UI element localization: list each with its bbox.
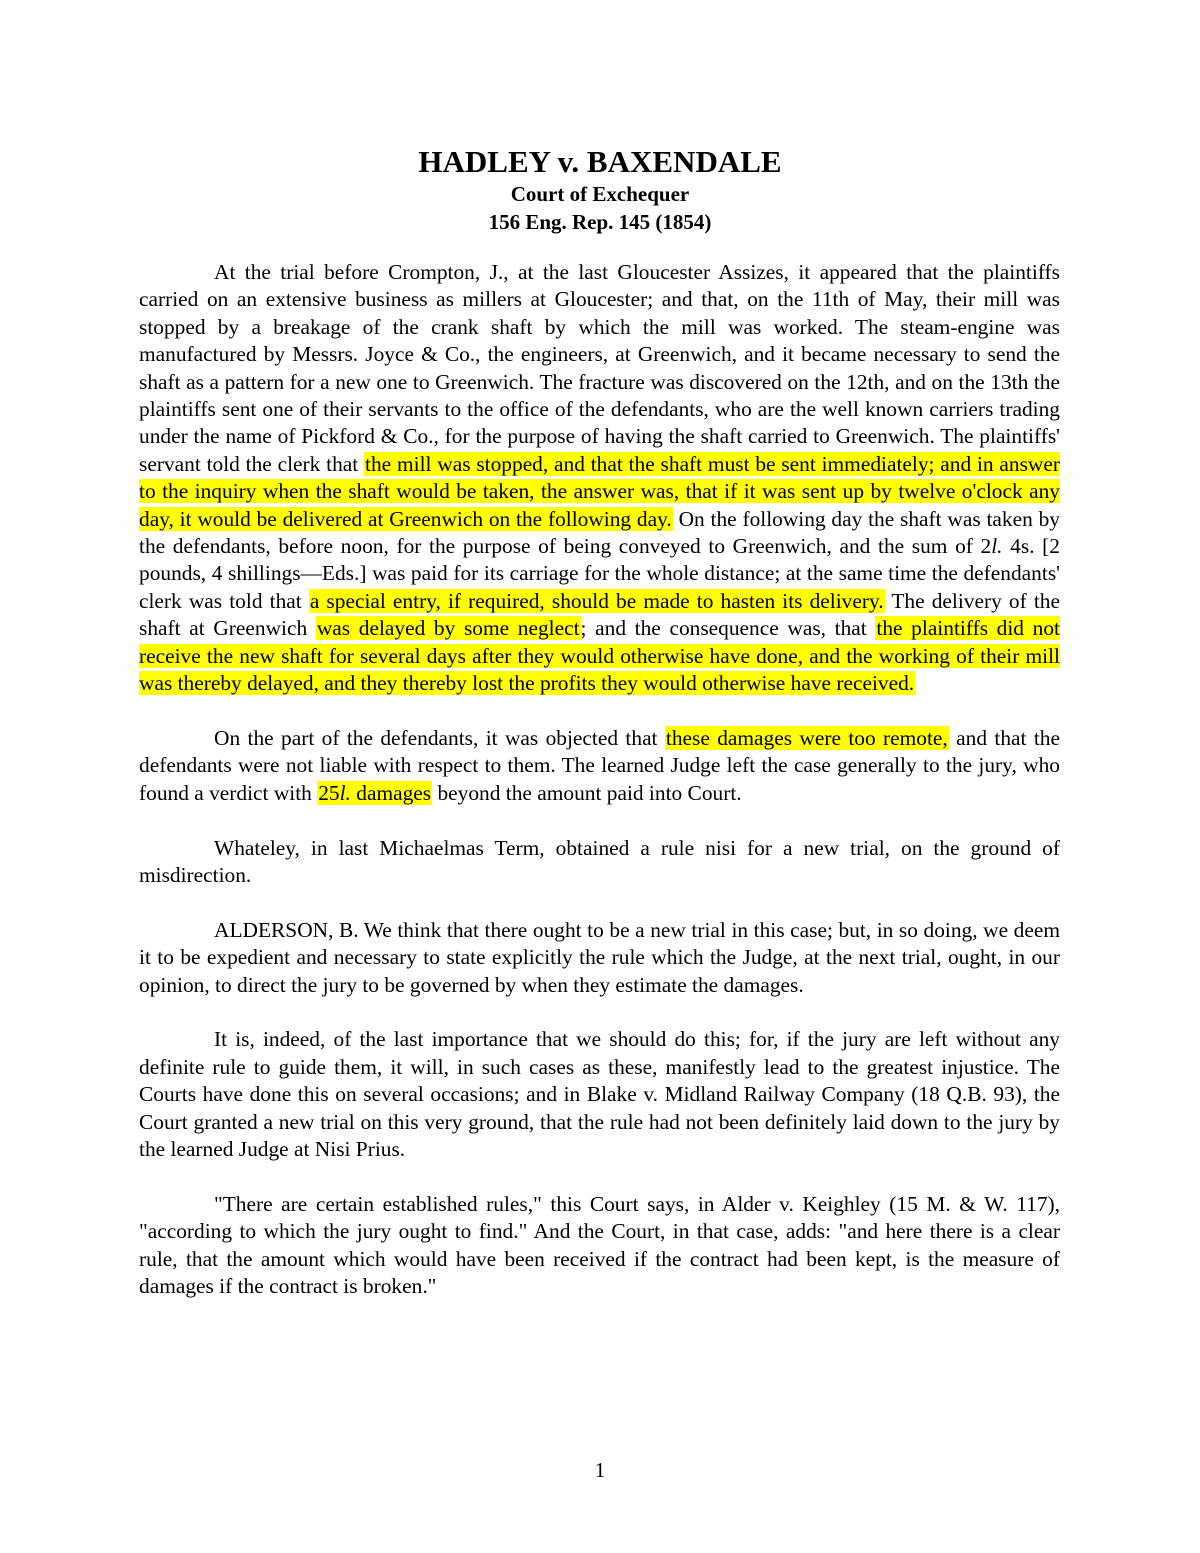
paragraph-objection — [139, 725, 1060, 807]
text-run: ; and the consequence was, that — [580, 616, 876, 641]
highlight: a special entry, if required, should be made to hasten its delivery. — [309, 588, 884, 613]
highlight: was delayed by some neglect — [316, 616, 580, 641]
document-header — [0, 144, 1200, 236]
highlight: these damages were too remote, — [665, 725, 948, 750]
text-run: 4s. [2 pounds, 4 shillings—Eds.] was paid for its carriage for the whole distance; at the same time the defendants' clerk was told that — [139, 534, 1060, 613]
paragraph-rule-nisi: Whateley, in last Michaelmas Term, obtained a rule nisi for a new trial, on the ground of misdirection. — [139, 835, 1060, 887]
paragraph-importance: It is, indeed, of the last importance that we should do this; for, if the jury are left without any definite rule to guide them, it will, in such cases as these, manifestly lead to the greatest injustice. The Courts have done this on several occasions; and in Blake v. Midland Railway Company (18 Q.B. 93), the Court granted a new trial on this very ground, that the rule had not been definitely laid down to the jury by the learned Judge at Nisi Prius. — [139, 1027, 1060, 1161]
text-run: On the following day the shaft was taken by the defendants, before noon, for the purpose of being conveyed to Greenwich, and the sum of 2 — [139, 506, 1060, 559]
paragraph-established-rules: "There are certain established rules," this Court says, in Alder v. Keighley (15 M. & W. 117), "according to which the jury ought to find." And the Court, in that case, adds: "and here there is a clear rule, that the amount which would have been received if the contract had been kept, is the measure of damages if the contract is broken." — [139, 1191, 1060, 1298]
highlight: the mill was stopped, and that the shaft must be sent immediately; and in answer to the inquiry when the shaft would be taken, the answer was, that if it was sent up by twelve o'clock any day, it would be delivered at Greenwich on the following day. — [139, 451, 1060, 531]
highlight: the plaintiffs did not receive the new shaft for several days after they would otherwise have done, and the working of their mill was thereby delayed, and they thereby lost the profits they would otherwise have received. — [139, 616, 1060, 696]
court-name: Court of Exchequer — [510, 182, 690, 206]
text-run: On the part of the defendants, it was objected that — [214, 725, 665, 750]
text-run: damages — [350, 780, 432, 805]
text-run-italic: l. — [991, 534, 1003, 559]
text-run: At the trial before Crompton, J., at the last Gloucester Assizes, it appeared that the plaintiffs carried on an extensive business as millers at Gloucester; and that, on the 11th of May, their mill was stopped by a breakage of the crank shaft by which the mill was worked. The steam-engine was manufactured by Messrs. Joyce & Co., the engineers, at Greenwich, and it became necessary to send the shaft as a pattern for a new one to Greenwich. The fracture was discovered on the 12th, and on the 13th the plaintiffs sent one of their servants to the office of the defendants, who are the well known carriers trading under the name of Pickford & Co., for the purpose of having the shaft carried to Greenwich. The plaintiffs' servant told the clerk that — [139, 260, 1060, 476]
paragraph-facts — [139, 259, 1060, 698]
page-number: 1 — [594, 1458, 606, 1482]
text-run: beyond the amount paid into Court. — [432, 780, 742, 805]
case-citation: 156 Eng. Rep. 145 (1854) — [488, 210, 712, 234]
paragraph-alderson: ALDERSON, B. We think that there ought to be a new trial in this case; but, in so doing, we deem it to be expedient and necessary to state explicitly the rule which the Judge, at the next trial, ought, in our opinion, to direct the jury to be governed by when they estimate the damages. — [139, 917, 1060, 997]
text-run: The delivery of the shaft at Greenwich — [139, 588, 1060, 641]
highlight — [317, 781, 432, 805]
text-run: and that the defendants were not liable with respect to them. The learned Judge left the case generally to the jury, who found a verdict with — [139, 725, 1060, 805]
case-title: HADLEY v. BAXENDALE — [418, 144, 782, 179]
text-run-italic: l. — [339, 780, 351, 805]
text-run: 25 — [318, 780, 340, 805]
opinion-body — [139, 259, 1060, 1328]
